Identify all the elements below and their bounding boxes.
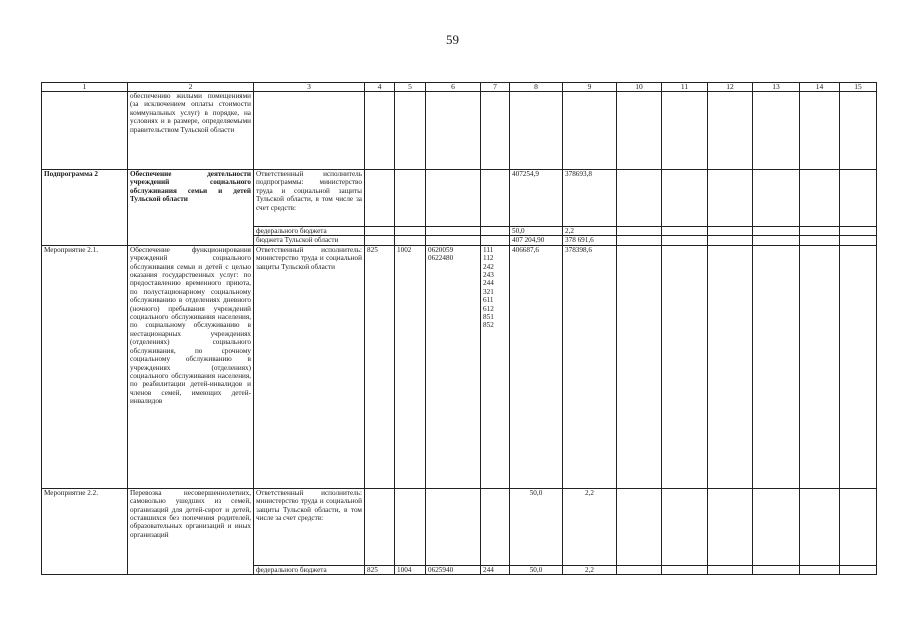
executor-cell: Ответственный исполнитель: министерство труда и социальной защиты Тульской области	[254, 245, 365, 488]
measure-label: Мероприятие 2.1.	[42, 245, 128, 488]
cell	[365, 236, 395, 245]
cell	[708, 245, 753, 488]
header-cell: 6	[426, 83, 481, 92]
amount-col9: 378693,8	[563, 170, 617, 227]
cell	[800, 245, 840, 488]
cell	[617, 488, 662, 565]
cell	[365, 227, 395, 236]
funding-source: федерального бюджета	[254, 565, 365, 574]
cell	[800, 170, 840, 227]
cell	[800, 227, 840, 236]
header-cell: 3	[254, 83, 365, 92]
cell	[617, 565, 662, 574]
subprogram-label: Подпрограмма 2	[42, 170, 128, 246]
cell	[510, 92, 563, 170]
amount-col9: 378 691,6	[563, 236, 617, 245]
cell	[840, 170, 877, 227]
cell	[481, 227, 510, 236]
cell	[708, 170, 753, 227]
cell	[481, 92, 510, 170]
cell	[662, 488, 708, 565]
cell	[617, 245, 662, 488]
cell	[840, 92, 877, 170]
measure-description: Перевозка несовершеннолетних, самовольно ушедших из семей, организаций для детей-сирот и детей, оставшихся без попечения родителей, образовательных организаций и иных организаций	[128, 488, 254, 574]
cell	[481, 236, 510, 245]
cell	[753, 236, 800, 245]
executor-cell: Ответственный исполнитель подпрограммы: министерство труда и социальной защиты Тульской области, в том числе за счет средств:	[254, 170, 365, 227]
amount-col8: 50,0	[510, 227, 563, 236]
cell	[662, 236, 708, 245]
cell	[753, 170, 800, 227]
cell	[753, 565, 800, 574]
header-cell: 1	[42, 83, 128, 92]
cell	[617, 227, 662, 236]
expense-type-code: 111 112 242 243 244 321 611 612 851 852	[481, 245, 510, 488]
header-cell: 5	[395, 83, 426, 92]
cell	[481, 488, 510, 565]
cell	[662, 565, 708, 574]
cell	[708, 565, 753, 574]
cell	[708, 236, 753, 245]
activity-description: обеспечению жилыми помещениями (за исключением оплаты стоимости коммунальных услуг) в порядке, на условиях и в размере, определяемыми правительством Тульской области	[128, 92, 254, 170]
cell	[617, 236, 662, 245]
section-code: 1004	[395, 565, 426, 574]
amount-col9: 2,2	[563, 565, 617, 574]
subprogram-title: Обеспечение деятельности учреждений социального обслуживания семьи и детей Тульской области	[128, 170, 254, 246]
header-cell: 14	[800, 83, 840, 92]
cell	[426, 227, 481, 236]
cell	[800, 236, 840, 245]
cell	[481, 170, 510, 227]
table-row-measure-2-1	[42, 245, 877, 488]
amount-col8: 407 204,90	[510, 236, 563, 245]
cell	[365, 92, 395, 170]
cell	[840, 227, 877, 236]
ministry-code: 825	[365, 565, 395, 574]
header-cell: 10	[617, 83, 662, 92]
cell	[753, 488, 800, 565]
table-row-subprogram-2	[42, 170, 877, 227]
cell	[753, 227, 800, 236]
amount-col8: 50,0	[510, 488, 563, 565]
executor-cell: Ответственный исполнитель: министерство труда и социальной защиты Тульской области, в том числе за счет средств:	[254, 488, 365, 565]
cell	[563, 92, 617, 170]
target-article-code: 0625940	[426, 565, 481, 574]
header-cell: 15	[840, 83, 877, 92]
budget-table	[41, 82, 877, 575]
cell	[426, 170, 481, 227]
cell	[617, 92, 662, 170]
amount-col8: 407254,9	[510, 170, 563, 227]
cell	[395, 236, 426, 245]
header-cell: 13	[753, 83, 800, 92]
ministry-code: 825	[365, 245, 395, 488]
cell	[840, 245, 877, 488]
amount-col9: 2,2	[563, 488, 617, 565]
header-cell: 2	[128, 83, 254, 92]
cell	[395, 170, 426, 227]
cell	[840, 488, 877, 565]
cell	[617, 170, 662, 227]
measure-label: Мероприятие 2.2.	[42, 488, 128, 574]
cell	[840, 236, 877, 245]
cell	[800, 488, 840, 565]
cell	[365, 488, 395, 565]
cell	[708, 92, 753, 170]
cell	[662, 245, 708, 488]
cell	[840, 565, 877, 574]
cell	[753, 245, 800, 488]
cell	[662, 227, 708, 236]
section-code: 1002	[395, 245, 426, 488]
expense-type-code: 244	[481, 565, 510, 574]
header-cell: 11	[662, 83, 708, 92]
funding-source: бюджета Тульской области	[254, 236, 365, 245]
cell	[395, 227, 426, 236]
funding-source: федерального бюджета	[254, 227, 365, 236]
cell	[395, 488, 426, 565]
cell	[365, 170, 395, 227]
amount-col8: 50,0	[510, 565, 563, 574]
header-cell: 7	[481, 83, 510, 92]
cell	[426, 92, 481, 170]
measure-description: Обеспечение функционирования учреждений социального обслуживания семьи и детей с целью оказания государственных услуг: по предоставлению временного приюта, по полустационарному социальному обслуживанию в отделениях дневного (ночного) пребывания учреждений социального обслуживания населения, по социальному обслуживанию в нестационарных учреждениях (отделениях) социального обслуживания, по срочному социальному обслуживанию в учреждениях (отделениях) социального обслуживания населения, по реабилитации детей-инвалидов и членов семей, имеющих детей-инвалидов	[128, 245, 254, 488]
cell	[800, 565, 840, 574]
cell	[426, 236, 481, 245]
cell	[753, 92, 800, 170]
header-cell: 9	[563, 83, 617, 92]
amount-col8: 406687,6	[510, 245, 563, 488]
table-row-measure-2-2	[42, 488, 877, 565]
table-row-continuation	[42, 92, 877, 170]
cell	[254, 92, 365, 170]
header-cell: 12	[708, 83, 753, 92]
cell	[662, 170, 708, 227]
header-row	[42, 83, 877, 92]
header-cell: 4	[365, 83, 395, 92]
header-cell: 8	[510, 83, 563, 92]
cell	[426, 488, 481, 565]
cell	[708, 488, 753, 565]
cell	[800, 92, 840, 170]
cell	[662, 92, 708, 170]
cell	[708, 227, 753, 236]
page-number: 59	[446, 32, 459, 47]
amount-col9: 378398,6	[563, 245, 617, 488]
target-article-code: 0620059 0622480	[426, 245, 481, 488]
cell	[395, 92, 426, 170]
cell	[42, 92, 128, 170]
amount-col9: 2,2	[563, 227, 617, 236]
